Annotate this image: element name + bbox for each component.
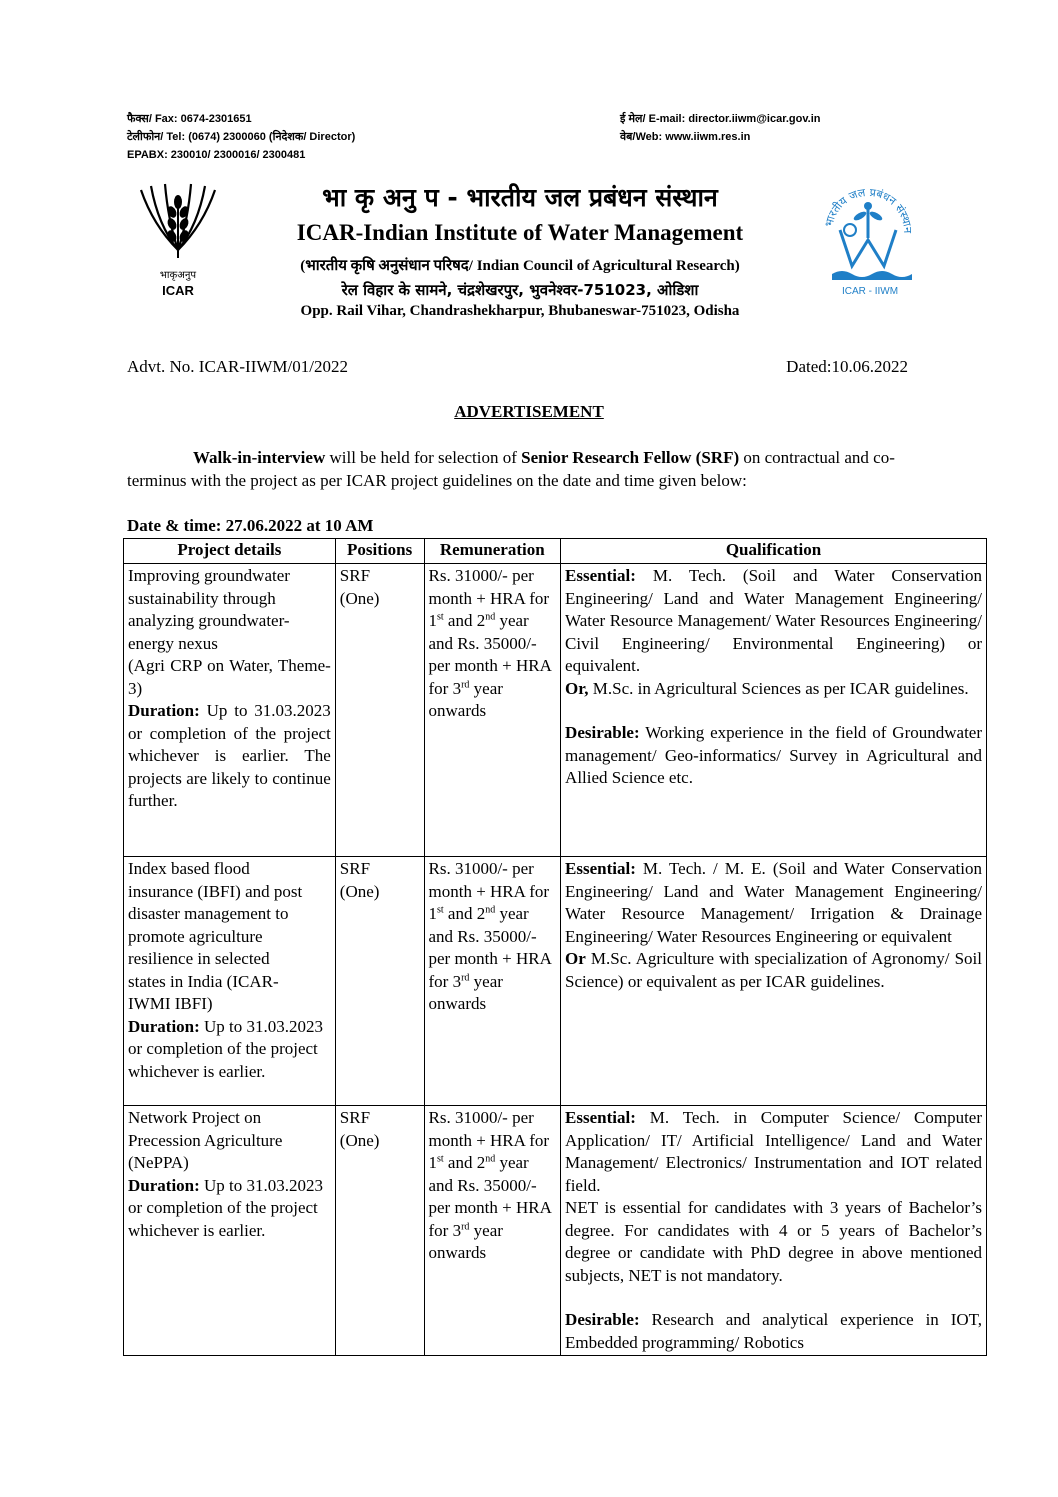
remuneration-text: and 2 <box>443 1153 486 1172</box>
essential-label: Essential: <box>565 1108 636 1127</box>
position-title: SRF <box>339 1108 371 1127</box>
project-line: analyzing groundwater- <box>128 611 290 630</box>
remuneration-text: year onwards <box>428 1220 503 1262</box>
project-line: sustainability through <box>128 588 276 608</box>
contact-left <box>127 110 355 164</box>
ordinal-suffix: st <box>437 611 444 623</box>
advertisement-number: Advt. No. ICAR-IIWM/01/2022 <box>127 357 348 376</box>
essential-text: M. Tech. in Computer Science/ Computer Application/ IT/ Artificial Intelligence/ Land and Water Management/ Electronics/ Instrumentation and IOT related field. <box>565 1108 982 1195</box>
intro-paragraph <box>127 446 932 492</box>
desirable-text: Working experience in the field of Groundwater management/ Geo-informatics/ Survey in Agricultural and Allied Science etc. <box>565 723 982 787</box>
qualification-cell <box>561 857 987 1106</box>
remuneration-text: and 2 <box>443 611 486 630</box>
remuneration-text: year and Rs. 35000/- per month + HRA for 3 <box>428 611 551 698</box>
telephone-line: टेलीफोन/ Tel: (0674) 2300060 (निदेशक/ Director) <box>127 131 356 143</box>
table-row <box>124 857 987 1106</box>
position-title: SRF <box>339 859 371 878</box>
position-count: (One) <box>339 881 380 901</box>
duration-label: Duration: <box>128 1175 200 1195</box>
remuneration-text: year and Rs. 35000/- per month + HRA for 3 <box>428 1153 551 1240</box>
essential-text: M. Tech. (Soil and Water Conservation Engineering/ Land and Water Management Engineering/ Water Resource Management/ Water Resources Engineering/ Civil Engineering/ Environmental Engineering) or equivalent. <box>565 566 982 675</box>
intro-text-1: will be held for selection of <box>325 448 522 467</box>
remuneration-text: Rs. 31000/- per month + HRA for 1 <box>428 859 550 923</box>
project-line: (NePPA) <box>128 1153 189 1172</box>
intro-srf: Senior Research Fellow (SRF) <box>521 448 740 467</box>
desirable-label: Desirable: <box>565 723 640 742</box>
interview-datetime: Date & time: 27.06.2022 at 10 AM <box>127 516 374 535</box>
or-text: M.Sc. Agriculture with specialization of Agronomy/ Soil Science) or equivalent as per ICAR guidelines. <box>565 949 982 991</box>
intro-walk-in: Walk-in-interview <box>193 448 326 467</box>
advertisement-date: Dated:10.06.2022 <box>786 357 908 376</box>
remuneration-text: Rs. 31000/- per month + HRA for 1 <box>428 1108 550 1172</box>
contact-right <box>620 110 821 146</box>
project-line: (Agri CRP on Water, Theme-3) <box>128 656 331 698</box>
ordinal-suffix: nd <box>485 1153 496 1165</box>
institute-name-hindi: भा कृ अनु प - भारतीय जल प्रबंधन संस्थान <box>322 183 718 212</box>
positions-cell <box>335 857 424 1106</box>
project-details-cell <box>124 857 336 1106</box>
ordinal-suffix: rd <box>461 971 470 983</box>
project-details-cell <box>124 1106 336 1356</box>
remuneration-text: year onwards <box>428 971 503 1013</box>
or-label: Or <box>565 949 586 968</box>
project-line: states in India (ICAR- <box>128 971 279 991</box>
remuneration-cell <box>424 564 561 857</box>
institute-name: ICAR-Indian Institute of Water Management <box>296 220 744 245</box>
icar-logo <box>133 180 223 300</box>
essential-label: Essential: <box>565 859 636 878</box>
address-hindi: रेल विहार के सामने, चंद्रशेखरपुर, भुवनेश्वर-751023, ओडिशा <box>341 281 699 299</box>
project-line: promote agriculture <box>128 926 263 946</box>
project-line: resilience in selected <box>128 949 270 968</box>
position-title: SRF <box>339 566 371 585</box>
qualification-cell <box>561 564 987 857</box>
net-requirement-text: NET is essential for candidates with 3 years of Bachelor’s degree. For candidates with 4 or 5 years of Bachelor’s degree or candidate with PhD degree in above mentioned subjects, NET is not mandatory. <box>565 1198 982 1285</box>
project-line: Network Project on <box>128 1108 262 1127</box>
remuneration-text: year and Rs. 35000/- per month + HRA for 3 <box>428 904 551 991</box>
project-line: energy nexus <box>128 633 218 653</box>
remuneration-cell <box>424 857 561 1106</box>
project-line: IWMI IBFI) <box>128 994 213 1013</box>
ordinal-suffix: nd <box>485 611 496 623</box>
essential-label: Essential: <box>565 566 636 585</box>
icar-logo-text: ICAR <box>162 283 194 298</box>
or-text: M.Sc. in Agricultural Sciences as per ICAR guidelines. <box>588 678 969 698</box>
duration-label: Duration: <box>128 701 200 720</box>
project-line: disaster management to <box>128 904 289 923</box>
table-header-row <box>124 539 987 564</box>
advertisement-title: ADVERTISEMENT <box>454 402 604 421</box>
header-project-details: Project details <box>124 539 336 564</box>
iiwm-logo-arc-text: भारतीय जल प्रबंधन संस्थान <box>822 185 915 234</box>
fax-line: फैक्स/ Fax: 0674-2301651 <box>127 113 252 125</box>
remuneration-text: and 2 <box>443 904 486 923</box>
email-line[interactable]: ई मेल/ E-mail: director.iiwm@icar.gov.in <box>620 113 821 125</box>
table-row <box>124 1106 987 1356</box>
positions-cell <box>335 1106 424 1356</box>
project-line: Improving groundwater <box>128 566 290 585</box>
website-line[interactable]: वेब/Web: www.iiwm.res.in <box>620 131 751 143</box>
or-label: Or, <box>565 678 589 698</box>
project-line: Precession Agriculture <box>128 1130 283 1150</box>
duration-text: Up to 31.03.2023 or completion of the project whichever is earlier. <box>128 1016 324 1081</box>
iiwm-logo <box>818 170 918 300</box>
duration-label: Duration: <box>128 1016 200 1036</box>
desirable-text: Research and analytical experience in IOT, Embedded programming/ Robotics <box>565 1310 982 1352</box>
ordinal-suffix: st <box>437 1153 444 1165</box>
remuneration-text: Rs. 31000/- per month + HRA for 1 <box>428 566 550 630</box>
positions-cell <box>335 564 424 857</box>
remuneration-text: year onwards <box>428 678 503 720</box>
iiwm-logo-text: ICAR - IIWM <box>841 286 899 297</box>
address-english: Opp. Rail Vihar, Chandrashekharpur, Bhubaneswar-751023, Odisha <box>300 303 740 319</box>
header-remuneration: Remuneration <box>424 539 561 564</box>
desirable-label: Desirable: <box>565 1310 640 1329</box>
remuneration-cell <box>424 1106 561 1356</box>
project-line: insurance (IBFI) and post <box>128 881 303 901</box>
essential-text: M. Tech. / M. E. (Soil and Water Conservation Engineering/ Land and Water Management Engineering/ Water Resource Management/ Irrigation & Drainage Engineering/ Water Resources Engineering or equivalent <box>565 859 982 946</box>
ordinal-suffix: st <box>437 904 444 916</box>
duration-text: Up to 31.03.2023 or completion of the project whichever is earlier. <box>128 1175 324 1240</box>
ordinal-suffix: rd <box>461 678 470 690</box>
qualification-cell <box>561 1106 987 1356</box>
header-positions: Positions <box>335 539 424 564</box>
ordinal-suffix: nd <box>485 904 496 916</box>
project-details-cell <box>124 564 336 857</box>
intro-text-2: on contractual and co-terminus with the project as per ICAR project guidelines on the date and time given below: <box>127 448 895 490</box>
duration-text: Up to 31.03.2023 or completion of the project whichever is earlier. The projects are likely to continue further. <box>128 701 331 810</box>
positions-table <box>123 538 987 1356</box>
icar-logo-hindi-text: भाकृअनुप <box>159 270 197 281</box>
project-line: Index based flood <box>128 859 250 878</box>
ordinal-suffix: rd <box>461 1220 470 1232</box>
position-count: (One) <box>339 1130 380 1150</box>
table-row <box>124 564 987 857</box>
header-qualification: Qualification <box>561 539 987 564</box>
council-name: (भारतीय कृषि अनुसंधान परिषद/ Indian Council of Agricultural Research) <box>300 258 740 274</box>
position-count: (One) <box>339 588 380 608</box>
epabx-line: EPABX: 230010/ 2300016/ 2300481 <box>127 149 306 161</box>
